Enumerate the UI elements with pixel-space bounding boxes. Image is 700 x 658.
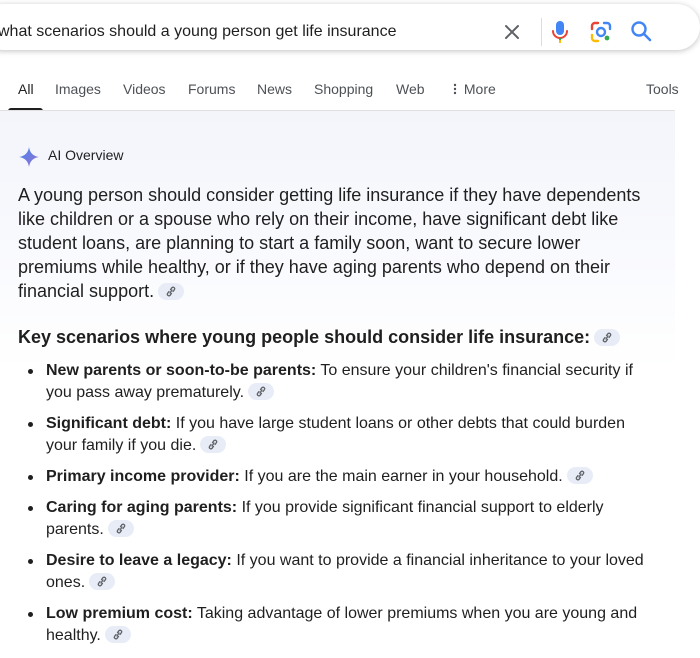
item-title: Primary income provider: <box>46 468 240 485</box>
image-search-button[interactable] <box>588 19 614 45</box>
key-scenarios-heading <box>18 325 668 349</box>
ai-overview-header <box>18 146 124 166</box>
close-icon <box>500 20 524 44</box>
list-item <box>18 550 658 594</box>
search-input[interactable] <box>0 4 478 60</box>
item-title: Significant debt: <box>46 415 172 432</box>
source-link-button[interactable] <box>158 283 184 300</box>
tab-web[interactable]: Web <box>396 81 425 97</box>
link-icon <box>601 332 613 343</box>
tab-images[interactable]: Images <box>55 81 101 97</box>
link-icon <box>112 629 124 640</box>
heading-text: Key scenarios where young people should consider life insurance: <box>18 327 591 347</box>
tab-more-label: More <box>463 81 496 97</box>
ai-overview-summary <box>18 183 658 303</box>
tab-all[interactable]: All <box>18 81 34 97</box>
search-icon <box>628 18 654 44</box>
source-link-button[interactable] <box>567 467 593 484</box>
mic-icon <box>548 18 572 46</box>
item-text: If you want to provide a financial inheritance to your loved ones. <box>46 552 644 591</box>
voice-search-button[interactable] <box>548 18 572 46</box>
scenario-list <box>18 360 658 656</box>
item-title: Caring for aging parents: <box>46 499 238 516</box>
source-link-button[interactable] <box>594 329 620 346</box>
tab-shopping[interactable]: Shopping <box>314 81 374 97</box>
tab-more[interactable] <box>452 81 496 97</box>
sparkle-icon <box>18 146 40 168</box>
item-title: Desire to leave a legacy: <box>46 552 232 569</box>
source-link-button[interactable] <box>200 436 226 453</box>
list-item <box>18 603 658 647</box>
search-divider <box>541 18 542 46</box>
link-icon <box>96 576 108 587</box>
tab-tools[interactable]: Tools <box>646 81 679 97</box>
link-icon <box>574 470 586 481</box>
list-item <box>18 466 658 488</box>
search-bar <box>0 4 700 50</box>
link-icon <box>115 523 127 534</box>
source-link-button[interactable] <box>89 573 115 590</box>
more-vert-icon <box>452 82 458 96</box>
list-item <box>18 497 658 541</box>
link-icon <box>207 439 219 450</box>
item-text: To ensure your children's financial security if you pass away prematurely. <box>46 362 633 401</box>
search-button[interactable] <box>628 18 654 44</box>
item-text: Taking advantage of lower premiums when you are young and healthy. <box>46 605 638 644</box>
summary-text: A young person should consider getting life insurance if they have dependents like children or a spouse who rely on their income, have significant debt like student loans, are planning to start a family soon, want to secure lower premiums while healthy, or if they have aging parents who depend on their financial support. <box>18 185 641 301</box>
item-text: If you provide significant financial support to elderly parents. <box>46 499 604 538</box>
item-text: If you are the main earner in your household. <box>239 468 563 485</box>
item-title: New parents or soon-to-be parents: <box>46 362 317 379</box>
source-link-button[interactable] <box>105 626 131 643</box>
list-item <box>18 360 658 404</box>
search-tabs <box>0 70 679 112</box>
source-link-button[interactable] <box>108 520 134 537</box>
item-title: Low premium cost: <box>46 605 193 622</box>
item-text: If you have large student loans or other debts that could burden your family if you die. <box>46 415 625 454</box>
lens-icon <box>588 19 614 45</box>
source-link-button[interactable] <box>248 383 274 400</box>
tab-videos[interactable]: Videos <box>123 81 166 97</box>
link-icon <box>255 386 267 397</box>
tab-forums[interactable]: Forums <box>188 81 236 97</box>
ai-overview-title: AI Overview <box>48 147 124 163</box>
clear-search-button[interactable] <box>500 20 524 44</box>
list-item <box>18 413 658 457</box>
link-icon <box>165 286 177 297</box>
tab-news[interactable]: News <box>257 81 293 97</box>
